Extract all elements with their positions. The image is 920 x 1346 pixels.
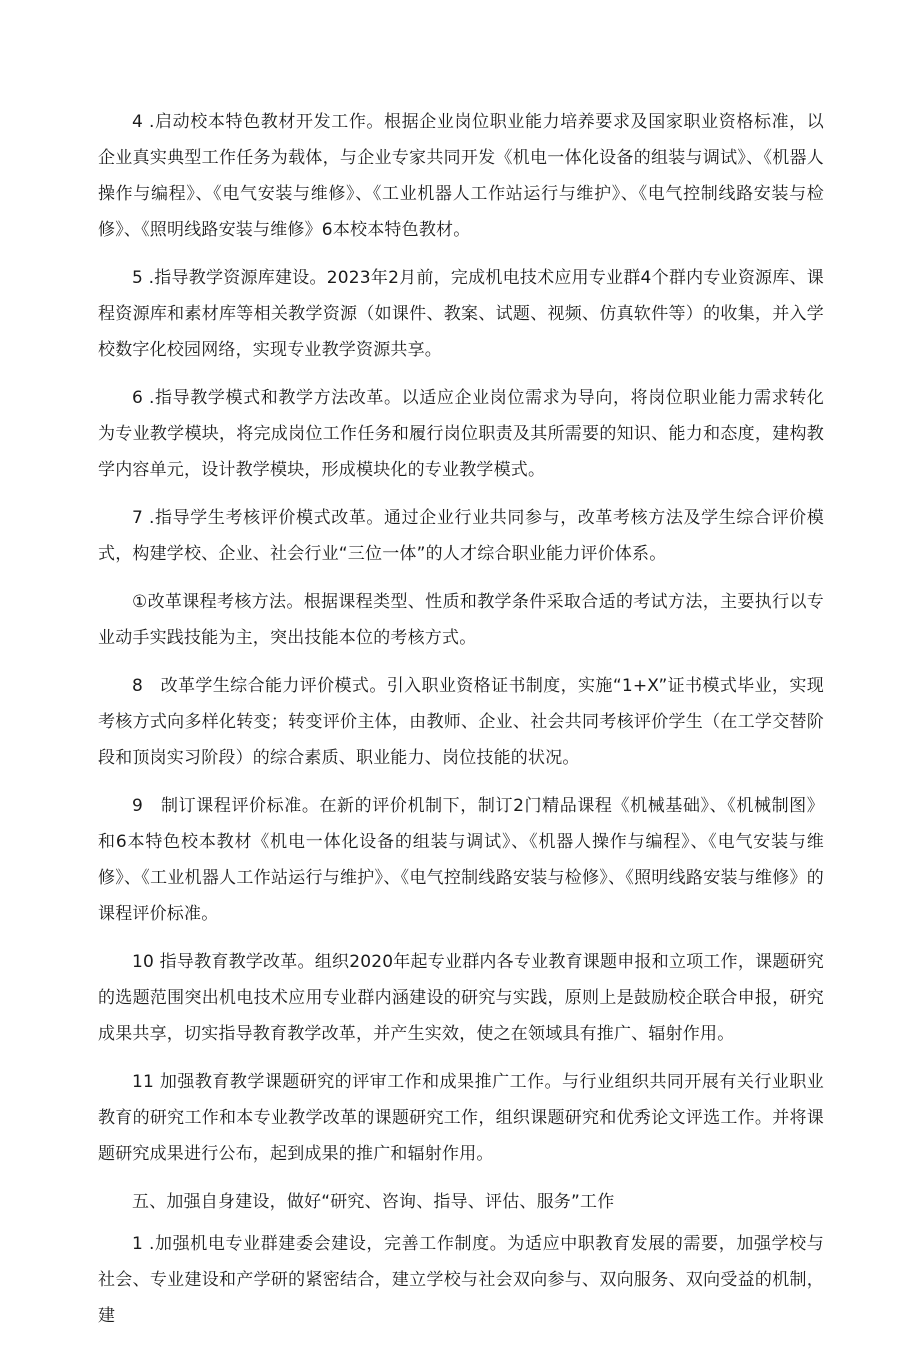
paragraph-item-4: 4 .启动校本特色教材开发工作。根据企业岗位职业能力培养要求及国家职业资格标准，以企业真实典型工作任务为载体，与企业专家共同开发《机电一体化设备的组装与调试》、《机器人操作与编程》、《电气安装与维修》、《工业机器人工作站运行与维护》、《电气控制线路安装与检修》、《照明线路安装与维修》6本校本特色教材。 [98, 112, 824, 240]
section-heading-5: 五、加强自身建设，做好“研究、咨询、指导、评估、服务”工作 [132, 1192, 615, 1212]
paragraph-item-5: 5 .指导教学资源库建设。2023年2月前，完成机电技术应用专业群4个群内专业资源库、课程资源库和素材库等相关教学资源（如课件、教案、试题、视频、仿真软件等）的收集，并入学校数字化校园网络，实现专业教学资源共享。 [98, 268, 824, 360]
paragraph-item-11: 11 加强教育教学课题研究的评审工作和成果推广工作。与行业组织共同开展有关行业职业教育的研究工作和本专业教学改革的课题研究工作，组织课题研究和优秀论文评选工作。并将课题研究成果进行公布，起到成果的推广和辐射作用。 [98, 1072, 824, 1164]
paragraph-item-8: 8 改革学生综合能力评价模式。引入职业资格证书制度，实施“1+X”证书模式毕业，实现考核方式向多样化转变；转变评价主体，由教师、企业、社会共同考核评价学生（在工学交替阶段和顶岗实习阶段）的综合素质、职业能力、岗位技能的状况。 [98, 676, 824, 768]
document-body [98, 104, 824, 1346]
paragraph-section-5-item-1: 1 .加强机电专业群建委会建设，完善工作制度。为适应中职教育发展的需要，加强学校与社会、专业建设和产学研的紧密结合，建立学校与社会双向参与、双向服务、双向受益的机制，建 [98, 1234, 824, 1326]
paragraph-item-9: 9 制订课程评价标准。在新的评价机制下，制订2门精品课程《机械基础》、《机械制图》和6本特色校本教材《机电一体化设备的组装与调试》、《机器人操作与编程》、《电气安装与维修》、《工业机器人工作站运行与维护》、《电气控制线路安装与检修》、《照明线路安装与维修》的课程评价标准。 [98, 796, 824, 924]
paragraph-item-10: 10 指导教育教学改革。组织2020年起专业群内各专业教育课题申报和立项工作，课题研究的选题范围突出机电技术应用专业群内涵建设的研究与实践，原则上是鼓励校企联合申报，研究成果共享，切实指导教育教学改革，并产生实效，使之在领域具有推广、辐射作用。 [98, 952, 824, 1044]
paragraph-item-6: 6 .指导教学模式和教学方法改革。以适应企业岗位需求为导向，将岗位职业能力需求转化为专业教学模块，将完成岗位工作任务和履行岗位职责及其所需要的知识、能力和态度，建构教学内容单元，设计教学模块，形成模块化的专业教学模式。 [98, 388, 824, 480]
paragraph-item-7: 7 .指导学生考核评价模式改革。通过企业行业共同参与，改革考核方法及学生综合评价模式，构建学校、企业、社会行业“三位一体”的人才综合职业能力评价体系。 [98, 508, 824, 564]
paragraph-item-7-sub-1: ①改革课程考核方法。根据课程类型、性质和教学条件采取合适的考试方法，主要执行以专业动手实践技能为主，突出技能本位的考核方式。 [98, 592, 824, 648]
